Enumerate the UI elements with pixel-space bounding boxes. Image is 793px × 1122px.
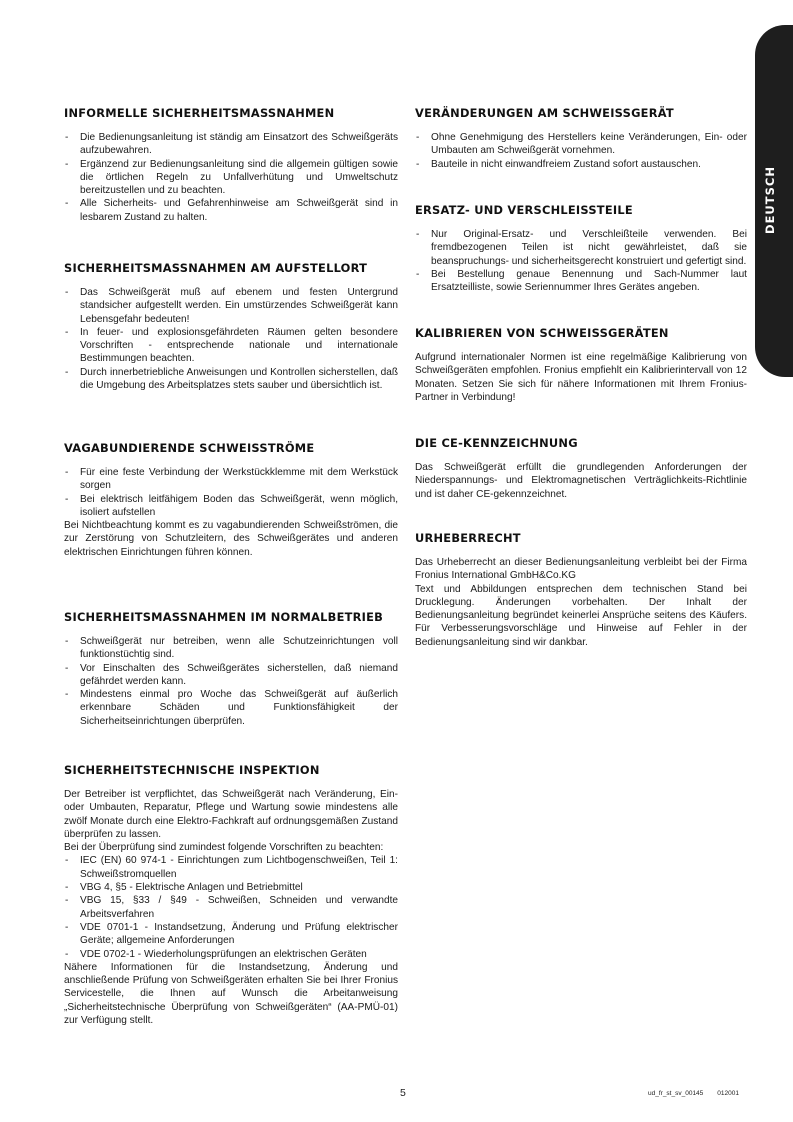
paragraph: Bei der Überprüfung sind zumindest folgende Vorschriften zu beachten: (64, 842, 384, 854)
section-veraenderungen (415, 106, 747, 171)
bullet-list (64, 131, 398, 224)
section-heading: INFORMELLE SICHERHEITSMASSNAHMEN (64, 106, 335, 120)
list-item: - Ohne Genehmigung des Herstellers keine Veränderungen, Ein- oder Umbauten am Schweißgerät vornehmen. (415, 131, 747, 158)
document-code-date: 012001 (717, 1090, 739, 1097)
section-heading: VAGABUNDIERENDE SCHWEISSTRÖME (64, 441, 315, 455)
section-ersatz (415, 203, 747, 294)
document-code-id: ud_fr_st_sv_00145 (648, 1090, 704, 1097)
paragraph: Das Schweißgerät erfüllt die grundlegenden Anforderungen der Niederspannungs- und Elektromagnetischen Verträglichkeits-Richtlinie und ist daher CE-gekennzeichnet. (415, 462, 747, 500)
paragraph: Aufgrund internationaler Normen ist eine regelmäßige Kalibrierung von Schweißgeräten empfohlen. Fronius empfiehlt ein Kalibrierintervall von 12 Monaten. Setzen Sie sich für nähere Informationen mit Ihrem Fronius-Partner in Verbindung! (415, 352, 747, 403)
section-informelle (64, 106, 398, 224)
paragraph: Text und Abbildungen entsprechen dem technischen Stand bei Drucklegung. Änderungen vorbehalten. Der Inhalt der Bedienungsanleitung begründet keinerlei Ansprüche seitens des Käufers. Für Verbesserungsvorschläge und Hinweise auf Fehler in der Bedienungsanleitung sind wir dankbar. (415, 583, 747, 648)
paragraph: Das Urheberrecht an dieser Bedienungsanleitung verbleibt bei der Firma Fronius International GmbH&Co.KG (415, 557, 747, 582)
section-heading: ERSATZ- UND VERSCHLEISSTEILE (415, 203, 633, 217)
list-item: - Alle Sicherheits- und Gefahrenhinweise am Schweißgerät sind in lesbarem Zustand zu halten. (64, 197, 398, 224)
section-urheberrecht (415, 531, 747, 649)
section-heading: DIE CE-KENNZEICHNUNG (415, 436, 578, 450)
section-ce (415, 436, 747, 501)
section-kalibrieren (415, 326, 747, 404)
page-number: 5 (400, 1087, 406, 1099)
list-item: - Die Bedienungsanleitung ist ständig am Einsatzort des Schweißgeräts aufzubewahren. (64, 131, 398, 158)
section-aufstellort (64, 261, 398, 392)
bullet-list (64, 466, 398, 519)
list-item: - Mindestens einmal pro Woche das Schweißgerät auf äußerlich erkennbare Schäden und Funktionsfähigkeit der Sicherheitseinrichtungen überprüfen. (64, 688, 398, 728)
section-heading: SICHERHEITSTECHNISCHE INSPEKTION (64, 763, 320, 777)
bullet-list (64, 635, 398, 728)
section-heading: URHEBERRECHT (415, 531, 521, 545)
bullet-list (64, 854, 398, 960)
list-item: - Bei elektrisch leitfähigem Boden das Schweißgerät, wenn möglich, isoliert aufstellen (64, 493, 398, 520)
list-item: - Bauteile in nicht einwandfreiem Zustand sofort austauschen. (415, 158, 747, 171)
list-item: - Ergänzend zur Bedienungsanleitung sind die allgemein gültigen sowie die örtlichen Regeln zu Unfallverhütung und Umweltschutz bereitzustellen und zu beachten. (64, 158, 398, 198)
paragraph: Der Betreiber ist verpflichtet, das Schweißgerät nach Veränderung, Ein- oder Umbauten, Reparatur, Pflege und Wartung sowie mindestens alle zwölf Monate durch eine Elektro-Fachkraft auf ordnungsgemäßen Zustand überprüfen zu lassen. (64, 789, 398, 840)
section-normalbetrieb (64, 610, 398, 728)
section-inspektion (64, 763, 398, 1027)
document-code (648, 1090, 739, 1097)
list-item: - Durch innerbetriebliche Anweisungen und Kontrollen sicherstellen, daß die Umgebung des Arbeitsplatzes stets sauber und übersichtlich ist. (64, 366, 398, 393)
list-item: - VDE 0701-1 - Instandsetzung, Änderung und Prüfung elektrischer Geräte; allgemeine Anforderungen (64, 921, 398, 948)
language-tab-label: DEUTSCH (763, 166, 777, 234)
bullet-list (64, 286, 398, 392)
list-item: - VDE 0702-1 - Wiederholungsprüfungen an elektrischen Geräten (64, 948, 398, 961)
section-heading: SICHERHEITSMASSNAHMEN IM NORMALBETRIEB (64, 610, 384, 624)
section-heading: KALIBRIEREN VON SCHWEISSGERÄTEN (415, 326, 669, 340)
list-item: - Nur Original-Ersatz- und Verschleißteile verwenden. Bei fremdbezogenen Teilen ist nicht gewährleistet, daß sie beanspruchungs- und sicherheitsgerecht konstruiert und gefertigt sind. (415, 228, 747, 268)
list-item: - Vor Einschalten des Schweißgerätes sicherstellen, daß niemand gefährdet werden kann. (64, 662, 398, 689)
bullet-list (415, 131, 747, 171)
list-item: - VBG 15, §33 / §49 - Schweißen, Schneiden und verwandte Arbeitsverfahren (64, 894, 398, 921)
list-item: - Schweißgerät nur betreiben, wenn alle Schutzeinrichtungen voll funktionstüchtig sind. (64, 635, 398, 662)
paragraph: Bei Nichtbeachtung kommt es zu vagabundierenden Schweißströmen, die zur Zerstörung von Schutzleitern, des Schweißgerätes und anderen elektrischen Einrichtungen führen können. (64, 520, 398, 558)
list-item: - Für eine feste Verbindung der Werkstückklemme mit dem Werkstück sorgen (64, 466, 398, 493)
list-item: - Bei Bestellung genaue Benennung und Sach-Nummer laut Ersatzteilliste, sowie Seriennummer Ihres Gerätes angeben. (415, 268, 747, 295)
list-item: - VBG 4, §5 - Elektrische Anlagen und Betriebmittel (64, 881, 398, 894)
section-heading: VERÄNDERUNGEN AM SCHWEISSGERÄT (415, 106, 674, 120)
paragraph: Nähere Informationen für die Instandsetzung, Änderung und anschließende Prüfung von Schweißgeräten erhalten Sie bei Ihrer Fronius Servicestelle, die Ihnen auf Wunsch die Arbeitanweisung „Sicherheitstechnische Überprüfung von Schweißgeräten“ (AA-PMÜ-01) zur Verfügung stellt. (64, 961, 398, 1027)
section-heading: SICHERHEITSMASSNAHMEN AM AUFSTELLORT (64, 261, 368, 275)
list-item: - Das Schweißgerät muß auf ebenem und festen Untergrund standsicher aufgestellt werden. Ein umstürzendes Schweißgerät kann Lebensgefahr bedeuten! (64, 286, 398, 326)
section-vagabundierende (64, 441, 398, 559)
list-item: - IEC (EN) 60 974-1 - Einrichtungen zum Lichtbogenschweißen, Teil 1: Schweißstromquellen (64, 854, 398, 881)
language-tab-label-wrap (760, 160, 780, 240)
list-item: - In feuer- und explosionsgefährdeten Räumen gelten besondere Vorschriften - entsprechende nationale und internationale Bestimmungen beachten. (64, 326, 398, 366)
bullet-list (415, 228, 747, 294)
